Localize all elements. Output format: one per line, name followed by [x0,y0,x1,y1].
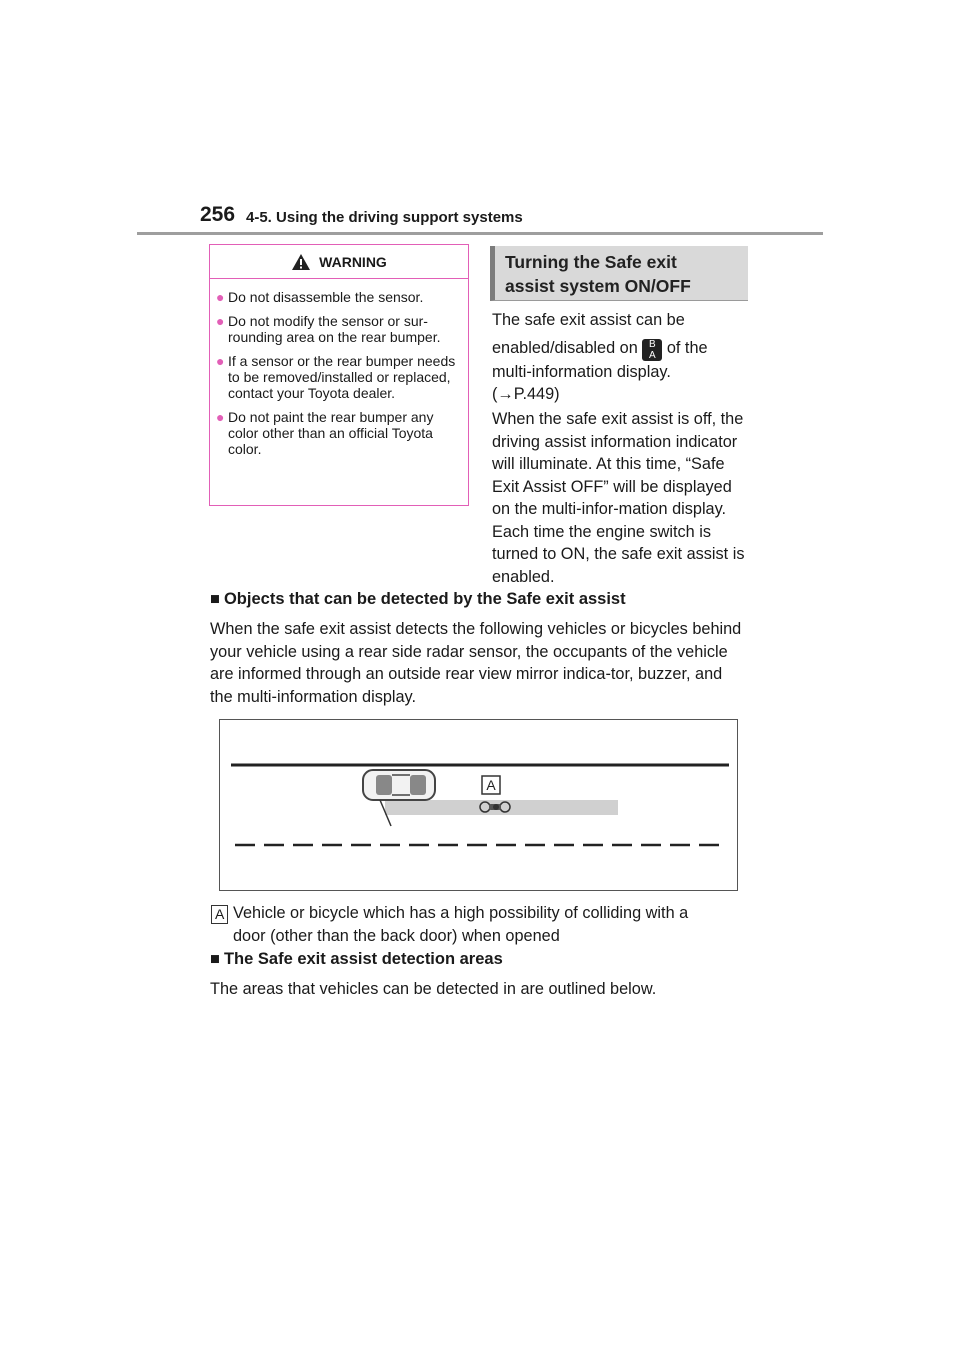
onoff-heading [505,250,691,298]
legend-text-line2: door (other than the back door) when opened [233,926,560,945]
header-divider [137,232,823,235]
car-top-view [363,770,435,826]
objects-body: When the safe exit assist detects the following vehicles or bicycles behind your vehicle using a rear side radar sensor, the occupants of the vehicle are informed through an outside rear view mirror indica-tor, buzzer, and the multi-information display. [210,620,742,706]
objects-heading [210,590,626,609]
onoff-heading-line1: Turning the Safe exit [505,252,677,272]
detection-zone [385,800,618,815]
warning-item-text: If a sensor or the rear bumper needs to be removed/installed or replaced, contact your Toyota dealer. [228,353,456,401]
warning-title: WARNING [319,253,387,270]
onoff-para1-line3: multi-information display. [492,362,671,381]
onoff-para1-line2 [492,337,752,361]
square-bullet-icon: ■ [210,950,220,968]
onoff-paragraph-2: When the safe exit assist is off, the driving assist information indicator will illuminate. At this time, “Safe Exit Assist OFF” will be displayed on the multi-infor-mation display. Each time the engine switch is turned to ON, the safe exit assist is enabled. [492,410,745,586]
onoff-paragraph-1 [492,309,752,406]
warning-item-text: Do not modify the sensor or sur-rounding area on the rear bumper. [228,313,441,345]
onoff-para1-text: enabled/disabled on [492,338,638,357]
onoff-para1-text-tail: of the [666,338,708,357]
warning-item [216,313,466,345]
onoff-heading-box [490,246,748,301]
warning-item [216,409,466,457]
legend-text [233,902,743,947]
warning-item-text: Do not disassemble the sensor. [228,289,424,305]
bullet-icon: ● [216,289,225,305]
warning-header [210,245,468,279]
legend-text-line1: Vehicle or bicycle which has a high possibility of colliding with a [233,904,689,922]
objects-heading-text: Objects that can be detected by the Safe exit assist [223,590,626,608]
page-number: 256 [200,203,236,226]
bullet-icon: ● [216,313,225,329]
detection-figure [219,719,738,891]
warning-triangle-icon [291,253,311,271]
areas-heading-text: The Safe exit assist detection areas [223,950,503,968]
square-bullet-icon: ■ [210,590,220,608]
areas-body: The areas that vehicles can be detected in are outlined below. [210,980,657,998]
driving-assist-settings-icon: B A [642,339,662,361]
onoff-para1-line1: The safe exit assist can be [492,311,685,329]
figure-label-a: A [486,777,496,793]
warning-item [216,289,466,305]
legend-label-a: A [211,905,228,924]
areas-heading [210,950,503,969]
warning-list [216,281,466,457]
bullet-icon: ● [216,353,225,369]
warning-item-text: Do not paint the rear bumper any color other than an official Toyota color. [228,409,434,457]
detection-diagram [220,720,737,890]
warning-box [209,244,469,506]
bullet-icon: ● [216,409,225,425]
page-reference-link[interactable]: (→P.449) [492,385,560,403]
warning-item [216,353,466,401]
section-title: 4-5. Using the driving support systems [246,209,523,226]
onoff-heading-line2: assist system ON/OFF [505,276,691,296]
